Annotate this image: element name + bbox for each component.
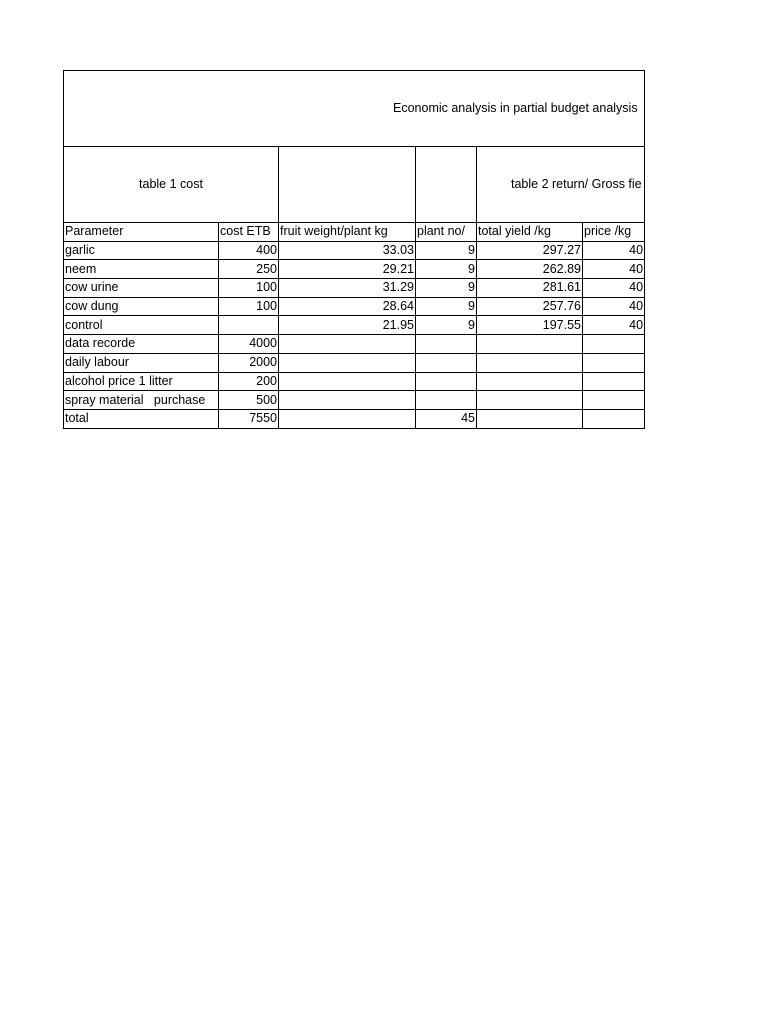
table-row [64,353,645,372]
row-label: data recorde [64,335,219,354]
table-cell: 40 [583,279,645,298]
table-row [64,316,645,335]
table-title-cell [64,71,645,147]
table-cell: 400 [219,241,279,260]
table-row [64,372,645,391]
column-header: total yield /kg [477,223,583,242]
table-cell: 9 [416,279,477,298]
column-header-row [64,223,645,242]
row-label: spray material purchase [64,391,219,410]
table-cell: 100 [219,279,279,298]
row-label: alcohol price 1 litter [64,372,219,391]
table-row [64,391,645,410]
row-label: daily labour [64,353,219,372]
table-cell: 100 [219,297,279,316]
table-cell [416,391,477,410]
table-cell [416,335,477,354]
table-cell: 28.64 [279,297,416,316]
table-cell [583,353,645,372]
table-cell [416,353,477,372]
column-header: Parameter [64,223,219,242]
table-cell: 9 [416,297,477,316]
table-row [64,279,645,298]
table-title: Economic analysis in partial budget analysis [393,101,638,115]
table-row [64,241,645,260]
row-label: control [64,316,219,335]
table-cell [279,353,416,372]
table-cell: 197.55 [477,316,583,335]
table-cell: 257.76 [477,297,583,316]
section-header-table1: table 1 cost [64,147,279,223]
table-cell: 250 [219,260,279,279]
table-cell: 281.61 [477,279,583,298]
table-cell: 4000 [219,335,279,354]
table-cell: 262.89 [477,260,583,279]
table-cell [477,391,583,410]
table-cell [279,409,416,428]
table-cell: 500 [219,391,279,410]
table-cell: 297.27 [477,241,583,260]
table-cell [583,372,645,391]
table-cell: 40 [583,241,645,260]
table-cell: 200 [219,372,279,391]
table-row [64,335,645,354]
table-cell [279,335,416,354]
column-header: cost ETB [219,223,279,242]
table-cell [583,391,645,410]
table-cell [416,372,477,391]
table-cell [219,316,279,335]
table-cell [583,409,645,428]
table-cell: 40 [583,260,645,279]
row-label: neem [64,260,219,279]
row-label: total [64,409,219,428]
row-label: garlic [64,241,219,260]
title-row [64,71,645,147]
row-label: cow dung [64,297,219,316]
section-header-table2: table 2 return/ Gross fie [511,177,642,191]
table-row [64,297,645,316]
table-cell [279,372,416,391]
table-cell: 40 [583,316,645,335]
table-cell: 21.95 [279,316,416,335]
table-cell [583,335,645,354]
table-cell: 45 [416,409,477,428]
empty-cell [416,147,477,223]
section-header-table2-cell [477,147,645,223]
column-header: price /kg [583,223,645,242]
section-header-row [64,147,645,223]
table-cell: 31.29 [279,279,416,298]
table-cell [477,353,583,372]
table-cell: 9 [416,316,477,335]
table-cell [279,391,416,410]
table-cell: 7550 [219,409,279,428]
column-header: fruit weight/plant kg [279,223,416,242]
total-row [64,409,645,428]
table-cell: 9 [416,260,477,279]
table-cell [477,335,583,354]
table-cell: 40 [583,297,645,316]
table-cell: 33.03 [279,241,416,260]
table-cell: 9 [416,241,477,260]
table-row [64,260,645,279]
row-label: cow urine [64,279,219,298]
economic-analysis-table [63,70,645,429]
table-cell: 29.21 [279,260,416,279]
column-header: plant no/ [416,223,477,242]
table-cell [477,372,583,391]
table-cell [477,409,583,428]
table-cell: 2000 [219,353,279,372]
empty-cell [279,147,416,223]
